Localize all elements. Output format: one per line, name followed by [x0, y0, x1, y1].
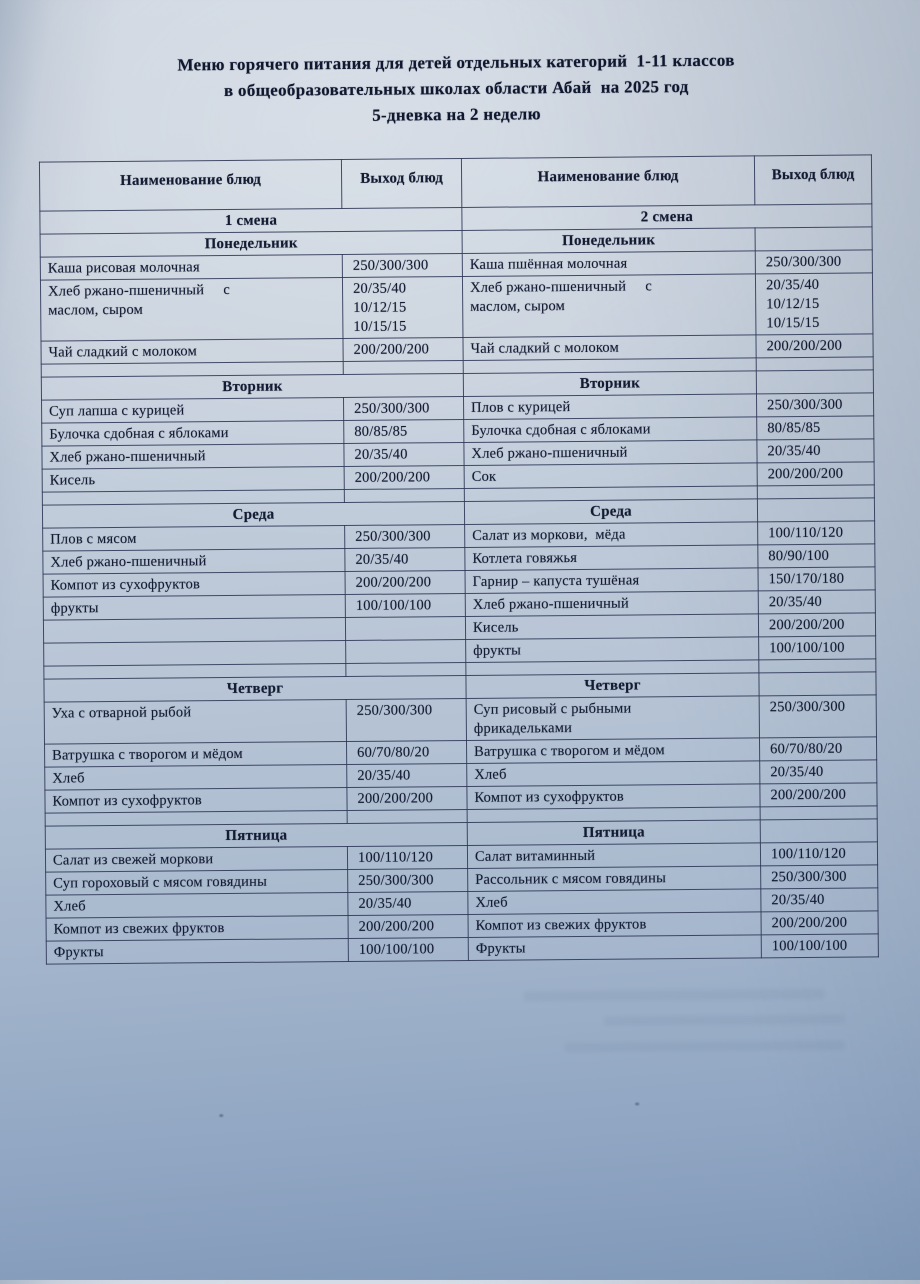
cell-text-line: 250/300/300 [769, 698, 846, 716]
dish-cell [40, 278, 343, 342]
menu-table [39, 154, 879, 964]
cell-text-line: 150/170/180 [768, 570, 845, 588]
cell-text-line: фрукты [50, 600, 99, 617]
output-cell [347, 786, 467, 810]
cell-text-line: маслом, сыром [48, 301, 144, 319]
cell-text-line: фрикадельками [473, 720, 573, 737]
output-cell [344, 465, 464, 489]
output-cell [346, 698, 466, 741]
bleed-through-mark [524, 989, 824, 1002]
output-cell [346, 639, 466, 663]
dish-cell [42, 421, 344, 447]
dish-cell [465, 591, 758, 617]
cell-text-line: Хлеб ржано-пшеничный [472, 595, 629, 613]
dish-cell [46, 915, 348, 941]
cell-text-line: Фрукты [475, 940, 526, 957]
cell-text-line: Компот из свежих фруктов [53, 920, 225, 938]
cell-text-line: Салат витаминный [474, 847, 596, 865]
output-cell [760, 783, 877, 807]
cell-text-line: 20/35/40 [767, 442, 821, 460]
cell-text-line: Хлеб [474, 766, 507, 783]
day-name-cell: Четверг [466, 673, 759, 699]
output-cell [345, 524, 465, 548]
empty-cell [344, 488, 464, 502]
cell-text-line: Хлеб ржано-пшеничный [49, 448, 206, 466]
cell-text-line: 60/70/80/20 [770, 740, 843, 758]
title-line-1: Меню горячего питания для детей отдельных категорий 1-11 классов [177, 50, 735, 75]
dish-cell [45, 846, 347, 872]
dish-cell [43, 618, 345, 644]
dish-cell [45, 787, 347, 813]
dish-cell [43, 572, 345, 598]
cell-text-line: Плов с курицей [471, 399, 571, 416]
cell-text-line: Ватрушка с творогом и мёдом [474, 742, 665, 760]
cell-text-line: 250/300/300 [356, 702, 433, 719]
cell-text-line: 200/200/200 [766, 337, 843, 355]
empty-cell [346, 662, 466, 676]
output-cell [345, 547, 465, 571]
document-title [0, 0, 917, 132]
cell-text-line: Хлеб [53, 898, 86, 915]
dish-cell [466, 696, 759, 741]
cell-text-line: Булочка сдобная с яблоками [49, 425, 229, 443]
cell-text-line: 80/90/100 [768, 547, 830, 565]
output-cell [345, 616, 465, 640]
dish-cell [43, 595, 345, 621]
dish-cell [468, 912, 761, 938]
output-cell [760, 760, 877, 784]
cell-text-line: Чай сладкий с молоком [470, 339, 620, 357]
cell-text-line: 100/100/100 [771, 937, 848, 955]
cell-text-line: 80/85/85 [354, 423, 408, 440]
cell-text-line: Фрукты [53, 944, 104, 961]
dish-cell [468, 935, 761, 961]
empty-cell [759, 659, 876, 673]
dish-cell [40, 255, 342, 281]
output-cell [344, 419, 464, 443]
dish-cell [467, 843, 760, 869]
day-name-cell: Среда [42, 501, 464, 528]
day-name-cell: Пятница [467, 820, 760, 846]
dish-cell [43, 526, 345, 552]
cell-text-line: 100/110/120 [357, 849, 434, 866]
menu-row [44, 695, 876, 744]
output-cell [761, 888, 878, 912]
cell-text-line: Салат из моркови, мёда [472, 526, 626, 544]
cell-text-line: Компот из сухофруктов [50, 576, 201, 594]
empty-cell [757, 485, 874, 499]
cell-text-line: Хлеб [475, 894, 508, 911]
dish-cell [463, 394, 756, 420]
output-cell [342, 253, 462, 277]
cell-text-line: 10/15/15 [353, 318, 407, 335]
cell-text-line: 20/35/40 [354, 446, 408, 463]
output-cell [759, 737, 876, 761]
output-cell [761, 865, 878, 889]
cell-text-line: Каша рисовая молочная [47, 259, 200, 277]
output-cell [756, 334, 873, 358]
cell-text-line: 20/35/40 [357, 767, 411, 784]
dish-cell [467, 784, 760, 810]
empty-cell [760, 819, 877, 843]
dish-cell [466, 738, 759, 764]
cell-text-line: Салат из свежей моркови [52, 851, 214, 869]
cell-text-line: 20/35/40 [771, 891, 825, 909]
cell-text-line: 200/200/200 [355, 574, 432, 591]
empty-cell [756, 357, 873, 371]
empty-cell [756, 370, 873, 394]
output-cell [755, 250, 872, 274]
output-cell [348, 868, 468, 892]
cell-text-line: 200/200/200 [770, 786, 847, 804]
output-cell [348, 891, 468, 915]
paper-speck [635, 1102, 639, 1105]
title-line-2: в общеобразовательных школах области Абай на 2025 год [223, 76, 689, 101]
cell-text-line: 20/35/40 [770, 763, 824, 781]
shift-label-cell: 2 смена [462, 204, 872, 231]
column-header-cell: Выход блюд [754, 155, 871, 205]
empty-cell [755, 227, 872, 251]
output-cell [756, 393, 873, 417]
cell-text-line: 200/200/200 [767, 465, 844, 483]
cell-text-line: 250/300/300 [355, 528, 431, 545]
title-line-3: 5-дневка на 2 неделю [372, 104, 541, 125]
dish-cell [465, 568, 758, 594]
dish-cell [42, 398, 344, 424]
output-cell [346, 740, 466, 764]
cell-text-line: Ватрушка с творогом и мёдом [52, 745, 243, 764]
dish-cell [466, 637, 759, 663]
column-header-cell: Наименование блюд [39, 160, 341, 212]
dish-cell [42, 444, 344, 470]
cell-text-line: Гарнир – капуста тушёная [472, 572, 640, 590]
cell-text-line: 250/300/300 [771, 868, 847, 886]
cell-text-line: Кисель [472, 619, 519, 636]
dish-cell [42, 467, 344, 493]
cell-text-line: Хлеб ржано-пшеничный с [47, 281, 231, 300]
output-cell [758, 613, 875, 637]
dish-cell [465, 545, 758, 571]
dish-cell [44, 700, 346, 745]
cell-text-line: Суп рисовый с рыбными [473, 700, 632, 718]
day-name-cell: Понедельник [462, 228, 755, 254]
cell-text-line: Компот из свежих фруктов [475, 916, 647, 934]
output-cell [758, 590, 875, 614]
cell-text-line: 20/35/40 [352, 280, 407, 297]
output-cell [759, 636, 876, 660]
cell-text-line: 100/100/100 [355, 597, 432, 614]
dish-cell [44, 641, 346, 667]
dish-cell [464, 417, 757, 443]
cell-text-line: маслом, сыром [470, 298, 566, 315]
cell-text-line: 250/300/300 [767, 396, 843, 414]
cell-text-line: 80/85/85 [767, 419, 821, 437]
cell-text-line: 60/70/80/20 [357, 744, 430, 761]
cell-text-line: 100/100/100 [769, 639, 845, 657]
output-cell [348, 914, 468, 938]
cell-text-line: 100/100/100 [358, 941, 435, 958]
output-cell [759, 695, 876, 738]
output-cell [757, 462, 874, 486]
shift-label-cell: 1 смена [40, 207, 462, 234]
cell-text-line: 250/300/300 [358, 872, 434, 889]
output-cell [758, 567, 875, 591]
output-cell [760, 842, 877, 866]
dish-cell [43, 549, 345, 575]
cell-text-line: Хлеб ржано-пшеничный с [469, 278, 652, 296]
output-cell [343, 396, 463, 420]
paper-speck [219, 1114, 223, 1117]
output-cell [761, 911, 878, 935]
day-name-cell: Четверг [44, 675, 466, 702]
output-cell [347, 845, 467, 869]
dish-cell [462, 274, 756, 338]
cell-text-line: 200/200/200 [354, 469, 431, 486]
cell-text-line: 200/200/200 [768, 616, 845, 634]
cell-text-line: Хлеб ржано-пшеничный [471, 444, 628, 462]
output-cell [758, 521, 875, 545]
cell-text-line: 20/35/40 [358, 895, 412, 912]
output-cell [757, 439, 874, 463]
dish-cell [46, 869, 348, 895]
dish-cell [464, 440, 757, 466]
dish-cell [462, 251, 755, 277]
cell-text-line: 250/300/300 [352, 257, 429, 274]
menu-table-body [39, 155, 878, 964]
output-cell [343, 337, 463, 361]
cell-text-line: Суп гороховый с мясом говядины [53, 873, 268, 892]
cell-text-line: 250/300/300 [765, 253, 842, 271]
output-cell [342, 276, 463, 338]
cell-text-line: Чай сладкий с молоком [48, 343, 198, 361]
cell-text-line: 10/15/15 [766, 314, 820, 332]
dish-cell [46, 938, 348, 964]
cell-text-line: Хлеб [52, 770, 85, 787]
day-name-cell: Вторник [41, 373, 463, 400]
cell-text-line: Плов с мясом [50, 530, 137, 548]
cell-text-line: 20/35/40 [768, 593, 823, 611]
output-cell [755, 273, 873, 335]
cell-text-line: 20/35/40 [765, 276, 820, 294]
output-cell [347, 763, 467, 787]
bleed-through-mark [565, 1041, 845, 1052]
cell-text-line: фрукты [473, 642, 522, 659]
dish-cell [46, 892, 348, 918]
menu-row [40, 273, 873, 341]
day-name-cell: Среда [464, 499, 757, 525]
dish-cell [45, 741, 347, 767]
output-cell [348, 937, 468, 961]
output-cell [344, 442, 464, 466]
cell-text-line: 20/35/40 [355, 551, 409, 568]
cell-text-line: 200/200/200 [357, 790, 434, 807]
cell-text-line: Каша пшённая молочная [469, 255, 628, 273]
dish-cell [468, 889, 761, 915]
cell-text-line: Кисель [49, 472, 96, 489]
cell-text-line: 200/200/200 [353, 341, 430, 358]
cell-text-line: 10/12/15 [353, 299, 407, 316]
cell-text-line: Хлеб ржано-пшеничный [50, 553, 207, 571]
cell-text-line: Компот из сухофруктов [474, 788, 624, 806]
empty-cell [760, 806, 877, 820]
column-header-cell: Выход блюд [341, 158, 461, 208]
cell-text-line: 200/200/200 [771, 914, 848, 932]
cell-text-line: Компот из сухофруктов [52, 792, 203, 810]
dish-cell [463, 335, 756, 361]
cell-text-line: 200/200/200 [358, 918, 435, 935]
day-name-cell: Пятница [45, 822, 467, 849]
header-row [39, 155, 871, 211]
cell-text-line: 250/300/300 [354, 400, 430, 417]
empty-cell [759, 672, 876, 696]
output-cell [758, 544, 875, 568]
cell-text-line: Сок [471, 468, 497, 485]
cell-text-line: 10/12/15 [766, 295, 820, 313]
bleed-through-mark [604, 1015, 844, 1026]
cell-text-line: 100/110/120 [770, 845, 847, 863]
cell-text-line: Рассольник с мясом говядины [475, 870, 667, 888]
cell-text-line: Булочка сдобная с яблоками [471, 421, 651, 439]
day-name-cell: Вторник [463, 371, 756, 397]
empty-cell [343, 360, 463, 374]
dish-cell [465, 522, 758, 548]
dish-cell [41, 339, 343, 365]
output-cell [761, 934, 878, 958]
dish-cell [45, 764, 347, 790]
cell-text-line: Уха с отварной рыбой [51, 704, 192, 722]
cell-text-line: 100/110/120 [768, 524, 844, 542]
dish-cell [467, 761, 760, 787]
cell-text-line: Суп лапша с курицей [49, 402, 185, 420]
output-cell [757, 416, 874, 440]
dish-cell [465, 614, 758, 640]
output-cell [345, 570, 465, 594]
dish-cell [468, 866, 761, 892]
empty-cell [347, 809, 467, 823]
dish-cell [464, 463, 757, 489]
empty-cell [757, 498, 874, 522]
column-header-cell: Наименование блюд [461, 156, 754, 208]
day-name-cell: Понедельник [40, 230, 462, 257]
cell-text-line: Котлета говяжья [472, 549, 578, 567]
output-cell [345, 593, 465, 617]
